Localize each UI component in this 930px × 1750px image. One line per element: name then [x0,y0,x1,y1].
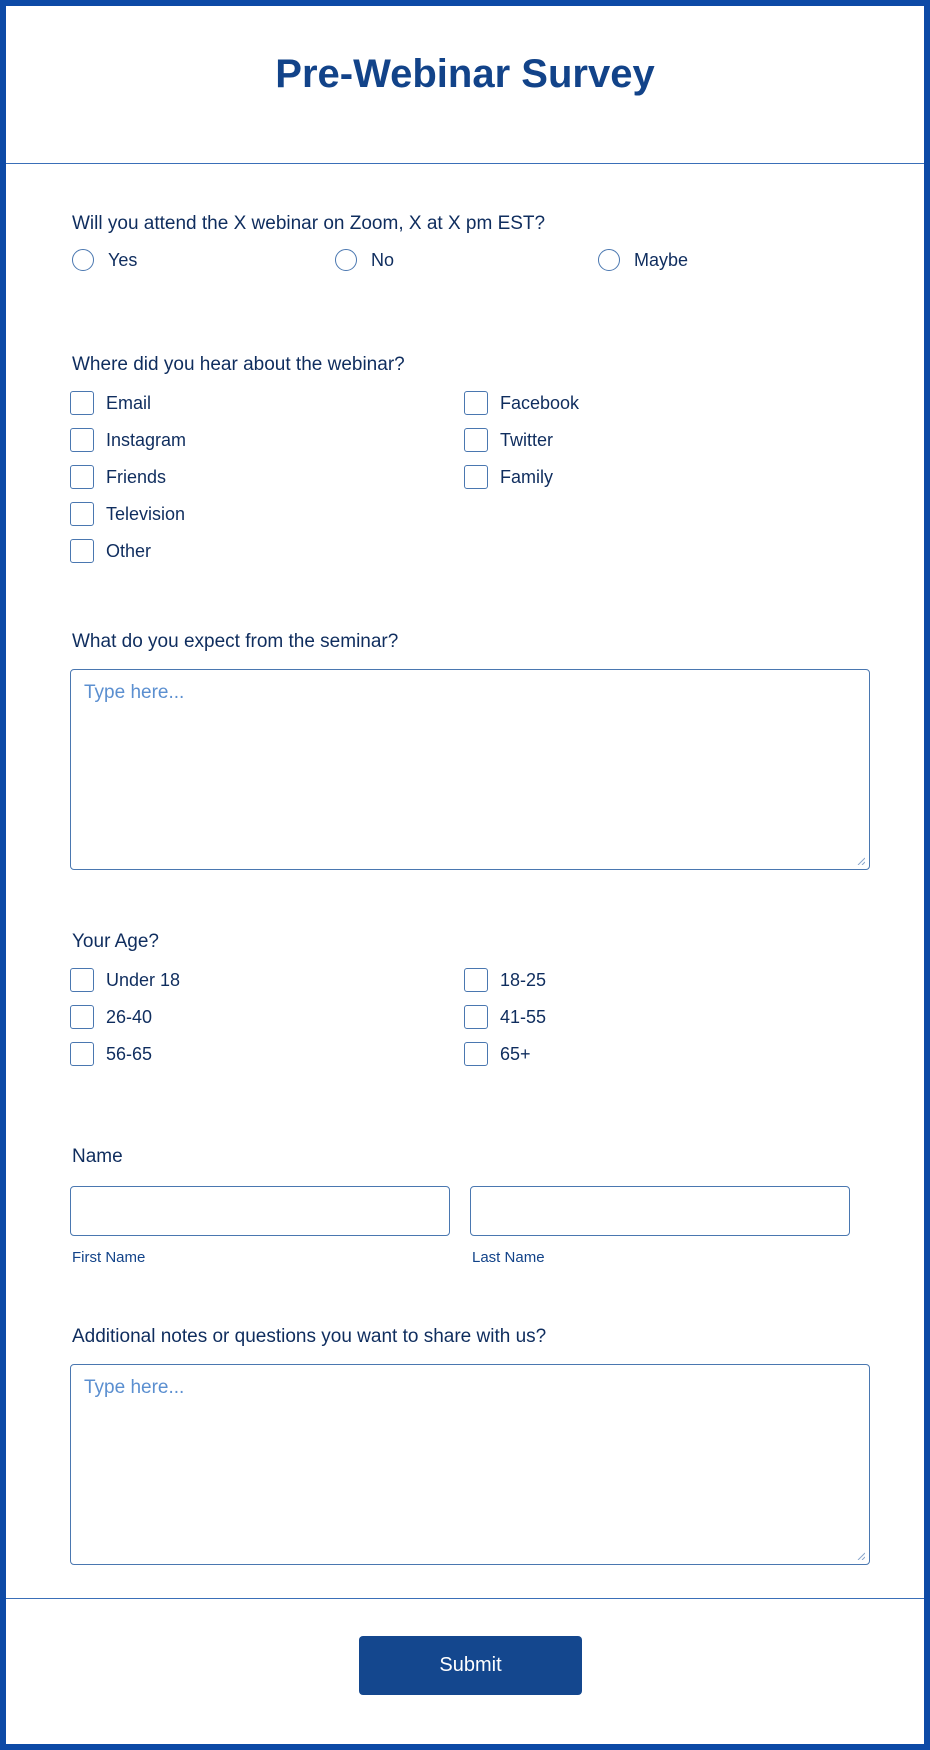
last-name-input[interactable] [470,1186,850,1236]
attend-question [72,213,870,271]
first-name-input[interactable] [70,1186,450,1236]
option-label: 65+ [500,1043,531,1064]
checkbox-option-twitter[interactable] [466,428,860,452]
option-label: 41-55 [500,1006,547,1027]
checkbox-icon[interactable] [464,1042,488,1066]
radio-option-yes[interactable] [72,249,335,271]
first-name-group [70,1186,470,1266]
name-fields [70,1186,870,1266]
page-title: Pre-Webinar Survey [275,52,655,96]
checkbox-option-41-55[interactable] [466,1005,860,1029]
checkbox-option-friends[interactable] [72,465,466,489]
notes-textarea[interactable] [70,1364,870,1565]
checkbox-option-instagram[interactable] [72,428,466,452]
checkbox-icon[interactable] [70,1042,94,1066]
textarea-placeholder: Type here... [84,682,185,703]
checkbox-option-under-18[interactable] [72,968,466,992]
option-label: Family [500,466,553,487]
checkbox-icon[interactable] [70,391,94,415]
name-question [72,1146,870,1266]
name-question-label: Name [72,1146,123,1167]
option-label: Under 18 [106,969,181,990]
checkbox-icon[interactable] [464,428,488,452]
checkbox-option-facebook[interactable] [466,391,860,415]
notes-question [72,1326,870,1565]
checkbox-icon[interactable] [70,1005,94,1029]
expect-question [72,631,870,870]
radio-option-no[interactable] [335,249,598,271]
checkbox-option-other[interactable] [72,539,466,563]
checkbox-option-56-65[interactable] [72,1042,466,1066]
option-label: Maybe [634,249,689,270]
option-label: Friends [106,466,167,487]
checkbox-icon[interactable] [464,1005,488,1029]
option-label: Television [106,503,186,524]
attend-question-label: Will you attend the X webinar on Zoom, X at X pm EST? [72,213,546,234]
option-label: 26-40 [106,1006,153,1027]
textarea-placeholder: Type here... [84,1377,185,1398]
option-label: Email [106,392,152,413]
radio-button-icon[interactable] [335,249,357,271]
checkbox-icon[interactable] [70,465,94,489]
source-checkbox-group [72,391,870,563]
grid-spacer [466,502,860,526]
source-question-label: Where did you hear about the webinar? [72,354,405,375]
attend-radio-group [72,249,870,271]
age-question-label: Your Age? [72,931,159,952]
submit-button[interactable]: Submit [359,1636,582,1695]
form-header [6,6,924,164]
resize-handle-icon[interactable] [857,1552,865,1560]
checkbox-icon[interactable] [464,968,488,992]
checkbox-option-18-25[interactable] [466,968,860,992]
checkbox-option-family[interactable] [466,465,860,489]
age-checkbox-group [72,968,870,1066]
option-label: Yes [108,249,138,270]
option-label: 56-65 [106,1043,153,1064]
option-label: Twitter [500,429,554,450]
footer-divider [6,1598,924,1599]
first-name-label: First Name [72,1249,146,1266]
option-label: Facebook [500,392,580,413]
radio-button-icon[interactable] [598,249,620,271]
checkbox-option-email[interactable] [72,391,466,415]
expect-textarea[interactable] [70,669,870,870]
checkbox-option-television[interactable] [72,502,466,526]
option-label: Other [106,540,152,561]
checkbox-option-26-40[interactable] [72,1005,466,1029]
notes-question-label: Additional notes or questions you want to share with us? [72,1326,547,1347]
option-label: 18-25 [500,969,547,990]
last-name-group [470,1186,870,1266]
last-name-label: Last Name [472,1249,545,1266]
option-label: No [371,249,395,270]
checkbox-icon[interactable] [70,502,94,526]
radio-button-icon[interactable] [72,249,94,271]
expect-question-label: What do you expect from the seminar? [72,631,399,652]
checkbox-icon[interactable] [464,391,488,415]
option-label: Instagram [106,429,187,450]
resize-handle-icon[interactable] [857,857,865,865]
checkbox-icon[interactable] [70,428,94,452]
checkbox-icon[interactable] [70,968,94,992]
radio-option-maybe[interactable] [598,249,861,271]
age-question [72,931,870,1066]
source-question [72,354,870,563]
checkbox-icon[interactable] [70,539,94,563]
checkbox-option-65-plus[interactable] [466,1042,860,1066]
checkbox-icon[interactable] [464,465,488,489]
